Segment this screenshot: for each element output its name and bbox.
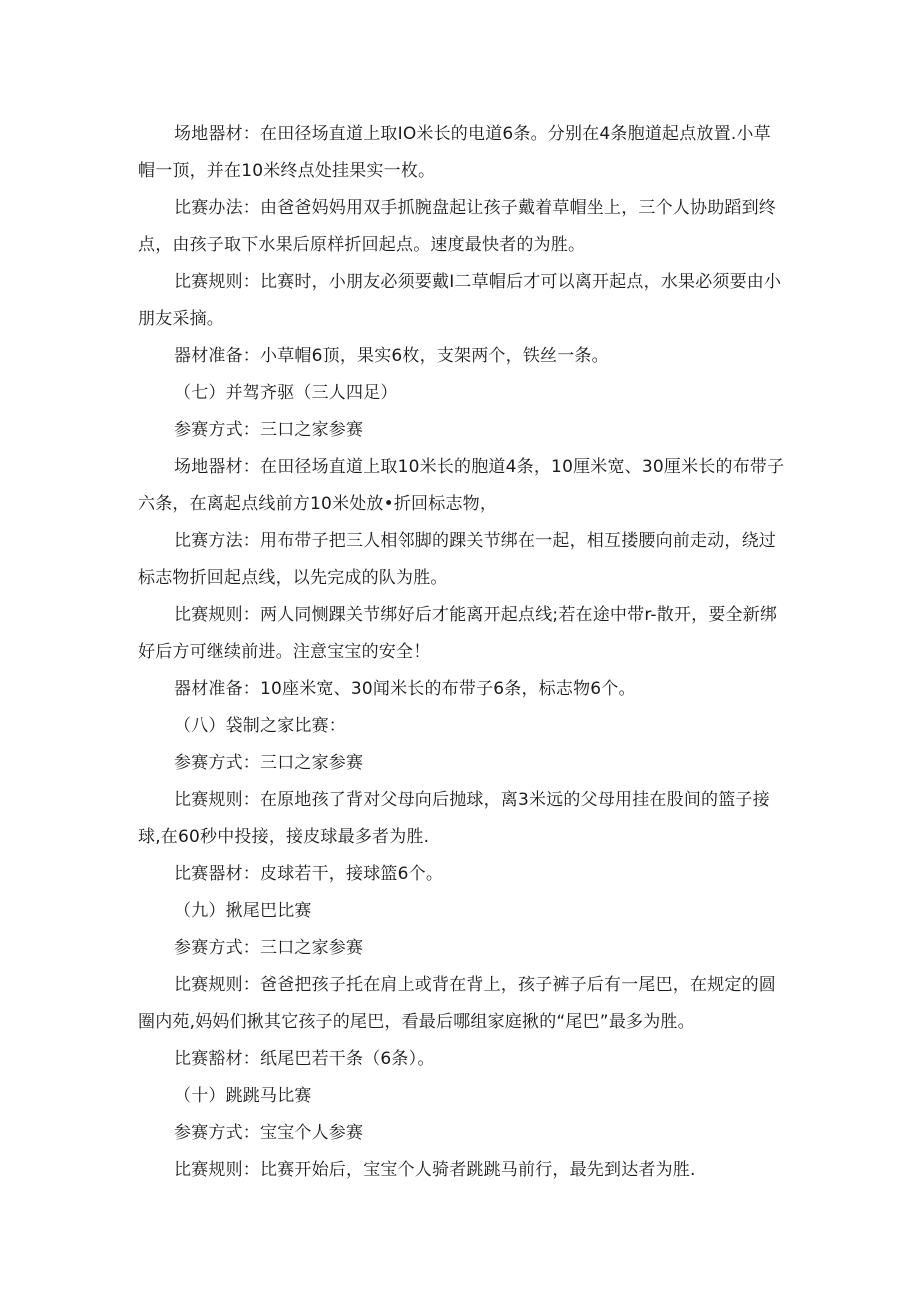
document-body [138,116,788,1189]
paragraph-method-7: 比赛方法：用布带子把三人相邻脚的踝关节绑在一起，相互搂腰向前走动，绕过标志物折回起点线，以先完成的队为胜。 [138,531,776,588]
paragraph-rules-8: 比赛规则：在原地孩了背对父母向后抛球，离3米远的父母用挂在股间的篮子接球,在60秒中投接，接皮球最多者为胜. [138,790,770,847]
section-heading-9: （九）揪尾巴比赛 [174,901,312,921]
paragraph-equipment-9: 比赛豁材：纸尾巴若干条（6条）。 [174,1049,435,1069]
paragraph-rules-9: 比赛规则：爸爸把孩子托在肩上或背在背上，孩子裤子后有一尾巴，在规定的圆圈内苑,妈妈们揪其它孩子的尾巴，看最后哪组家庭揪的“尾巴”最多为胜。 [138,975,776,1032]
paragraph-participation-10: 参赛方式：宝宝个人参赛 [174,1123,364,1143]
paragraph-equipment-8: 比赛器材：皮球若干，接球篮6个。 [174,864,444,884]
paragraph-participation-9: 参赛方式：三口之家参赛 [174,938,364,958]
paragraph-equipment-prep-6: 器材准备：小草帽6顶，果实6枚，支架两个，铁丝一条。 [174,346,609,366]
section-heading-7: （七）并驾齐驱（三人四足） [174,383,398,403]
paragraph-venue-equipment-7: 场地器材：在田径场直道上取10米长的胞道4条，10厘米宽、30厘米长的布带子六条，在离起点线前方10米处放•折回标志物， [138,457,785,514]
paragraph-method-6: 比赛办法：由爸爸妈妈用双手抓腕盘起让孩子戴着草帽坐上，三个人协助蹈到终点，由孩子取下水果后原样折回起点。速度最快者的为胜。 [138,198,776,255]
paragraph-rules-7: 比赛规则：两人同恻踝关节绑好后才能离开起点线;若在途中带r-散开，要全新绑好后方可继续前进。注意宝宝的安全！ [138,605,778,662]
paragraph-participation-8: 参赛方式：三口之家参赛 [174,753,364,773]
section-heading-10: （十）跳跳马比赛 [174,1086,312,1106]
section-heading-8: （八）袋制之家比赛： [174,716,346,736]
paragraph-participation-7: 参赛方式：三口之家参赛 [174,420,364,440]
paragraph-rules-10: 比赛规则：比赛开始后，宝宝个人骑者跳跳马前行，最先到达者为胜. [174,1160,696,1180]
paragraph-equipment-prep-7: 器材准备：10座米宽、30闻米长的布带子6条，标志物6个。 [174,679,636,699]
paragraph-rules-6: 比赛规则：比赛时，小朋友必须要戴I二草帽后才可以离开起点，水果必须要由小朋友采摘。 [138,272,782,329]
paragraph-venue-equipment-6: 场地器材：在田径场直道上取IO米长的电道6条。分别在4条胞道起点放置.小草帽一顶，并在10米终点处挂果实一枚。 [138,124,771,181]
